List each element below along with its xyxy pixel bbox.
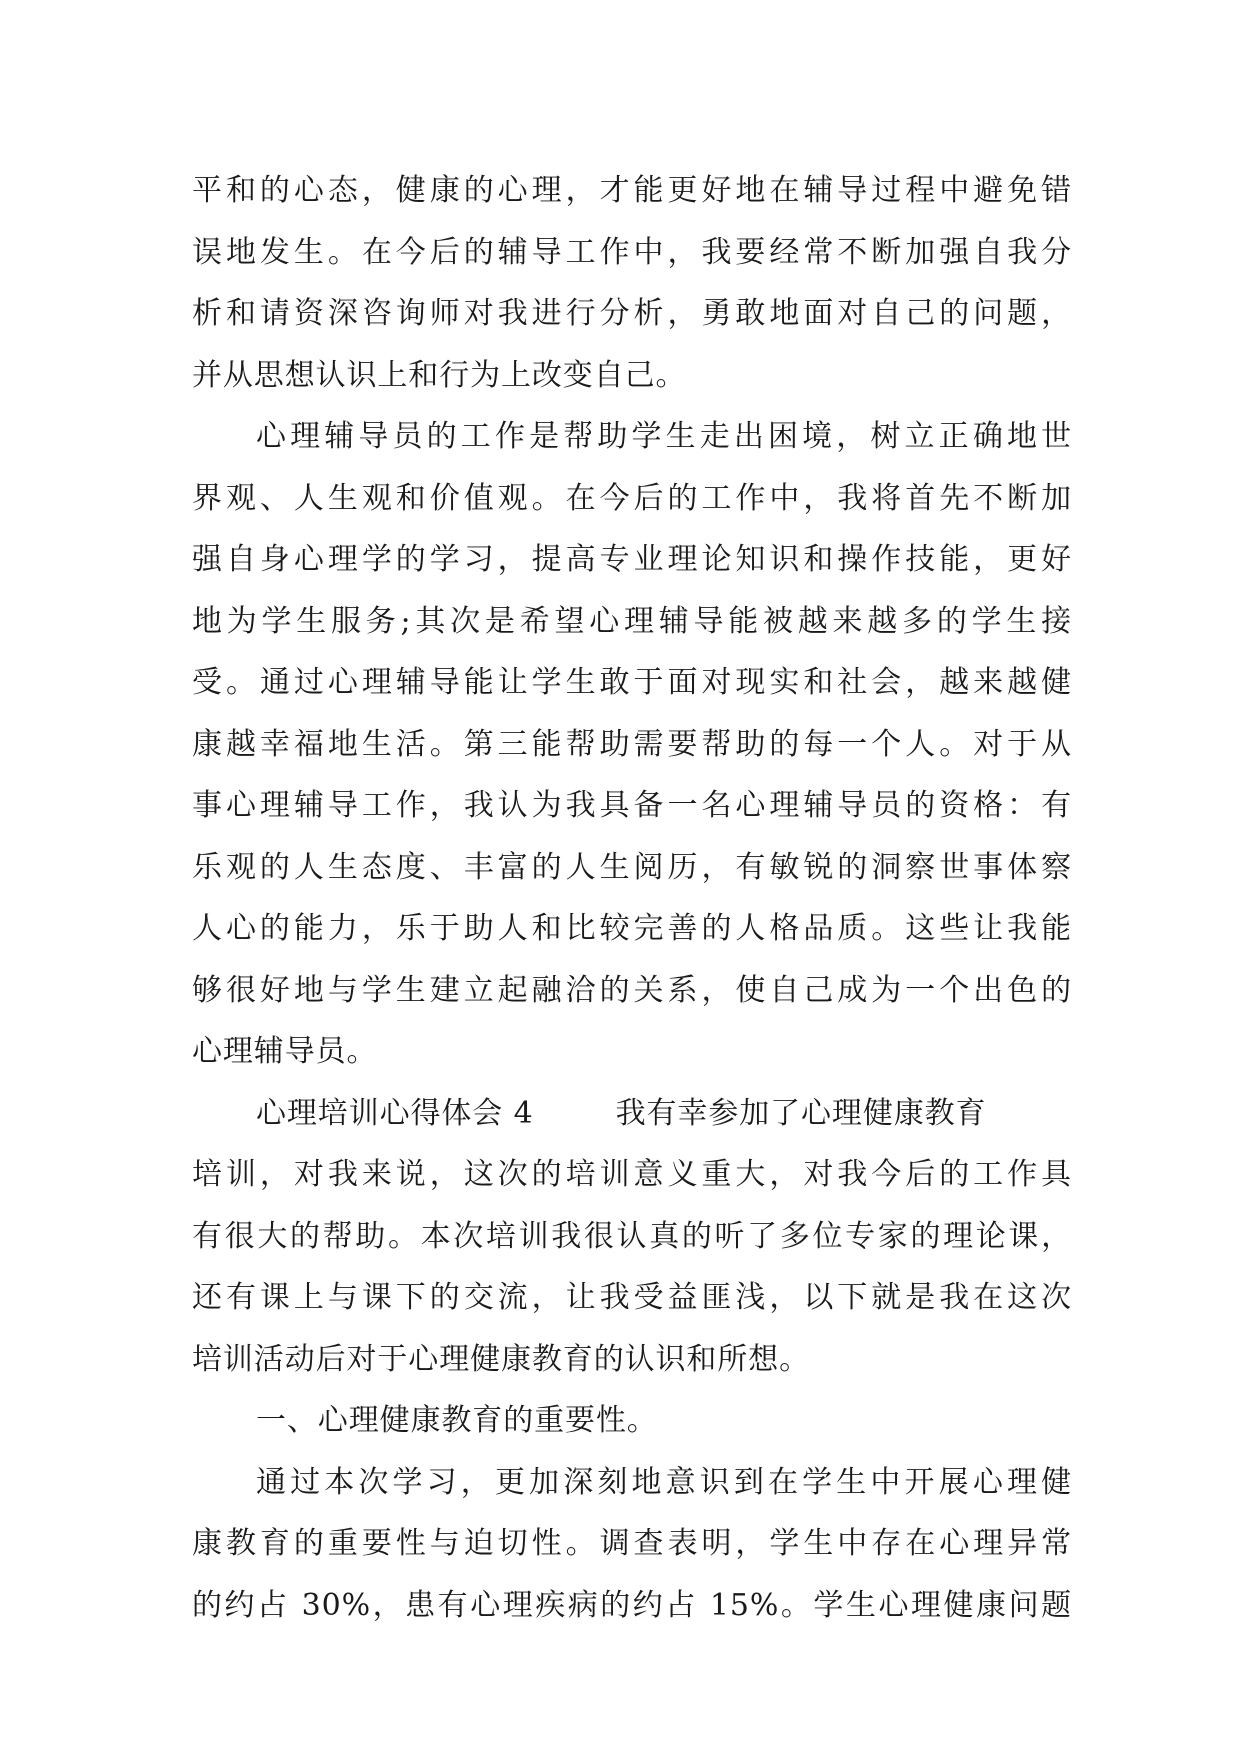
- text-line: 的约占 30%，患有心理疾病的约占 15%。学生心理健康问题: [192, 1587, 1072, 1623]
- text-line: 培训，对我来说，这次的培训意义重大，对我今后的工作具: [192, 1157, 1072, 1192]
- paragraph: [192, 160, 1072, 406]
- text-line: 地为学生服务;其次是希望心理辅导能被越来越多的学生接: [192, 603, 1072, 639]
- text-line: 人心的能力，乐于助人和比较完善的人格品质。这些让我能: [192, 911, 1072, 946]
- section-title-line: [192, 1083, 1072, 1145]
- subheading: [192, 1390, 1072, 1452]
- text-line: 有很大的帮助。本次培训我很认真的听了多位专家的理论课，: [192, 1218, 1072, 1254]
- text-line: 事心理辅导工作，我认为我具备一名心理辅导员的资格：有: [192, 788, 1072, 823]
- text-line: 并从思想认识上和行为上改变自己。: [192, 357, 687, 393]
- text-line: 康教育的重要性与迫切性。调查表明，学生中存在心理异常: [192, 1526, 1072, 1561]
- text-line: 强自身心理学的学习，提高专业理论知识和操作技能，更好: [192, 542, 1072, 577]
- text-line: 还有课上与课下的交流，让我受益匪浅，以下就是我在这次: [192, 1280, 1072, 1315]
- text-line: 乐观的人生态度、丰富的人生阅历，有敏锐的洞察世事体察: [192, 849, 1072, 885]
- text-line: 误地发生。在今后的辅导工作中，我要经常不断加强自我分: [192, 234, 1072, 270]
- section-title: 心理培训心得体会 4: [256, 1095, 534, 1131]
- text-line: 培训活动后对于心理健康教育的认识和所想。: [192, 1341, 810, 1377]
- text-line: 通过本次学习，更加深刻地意识到在学生中开展心理健: [256, 1464, 1072, 1500]
- text-line: 心理辅导员。: [192, 1034, 378, 1069]
- document-body: [192, 160, 1072, 1636]
- paragraph: [192, 406, 1072, 1083]
- text-line: 康越幸福地生活。第三能帮助需要帮助的每一个人。对于从: [192, 726, 1072, 762]
- text-line: 够很好地与学生建立起融洽的关系，使自己成为一个出色的: [192, 972, 1072, 1008]
- text-line: 界观、人生观和价值观。在今后的工作中，我将首先不断加: [192, 480, 1072, 516]
- text-line: 心理辅导员的工作是帮助学生走出困境，树立正确地世: [256, 419, 1072, 454]
- text-line: 平和的心态，健康的心理，才能更好地在辅导过程中避免错: [192, 173, 1072, 208]
- paragraph: [192, 1083, 1072, 1391]
- text-run: 我有幸参加了心理健康教育: [615, 1095, 987, 1131]
- text-line: 一、心理健康教育的重要性。: [256, 1403, 658, 1438]
- text-line: 析和请资深咨询师对我进行分析，勇敢地面对自己的问题，: [192, 296, 1072, 331]
- text-line: 受。通过心理辅导能让学生敢于面对现实和社会，越来越健: [192, 665, 1072, 700]
- paragraph: [192, 1452, 1072, 1637]
